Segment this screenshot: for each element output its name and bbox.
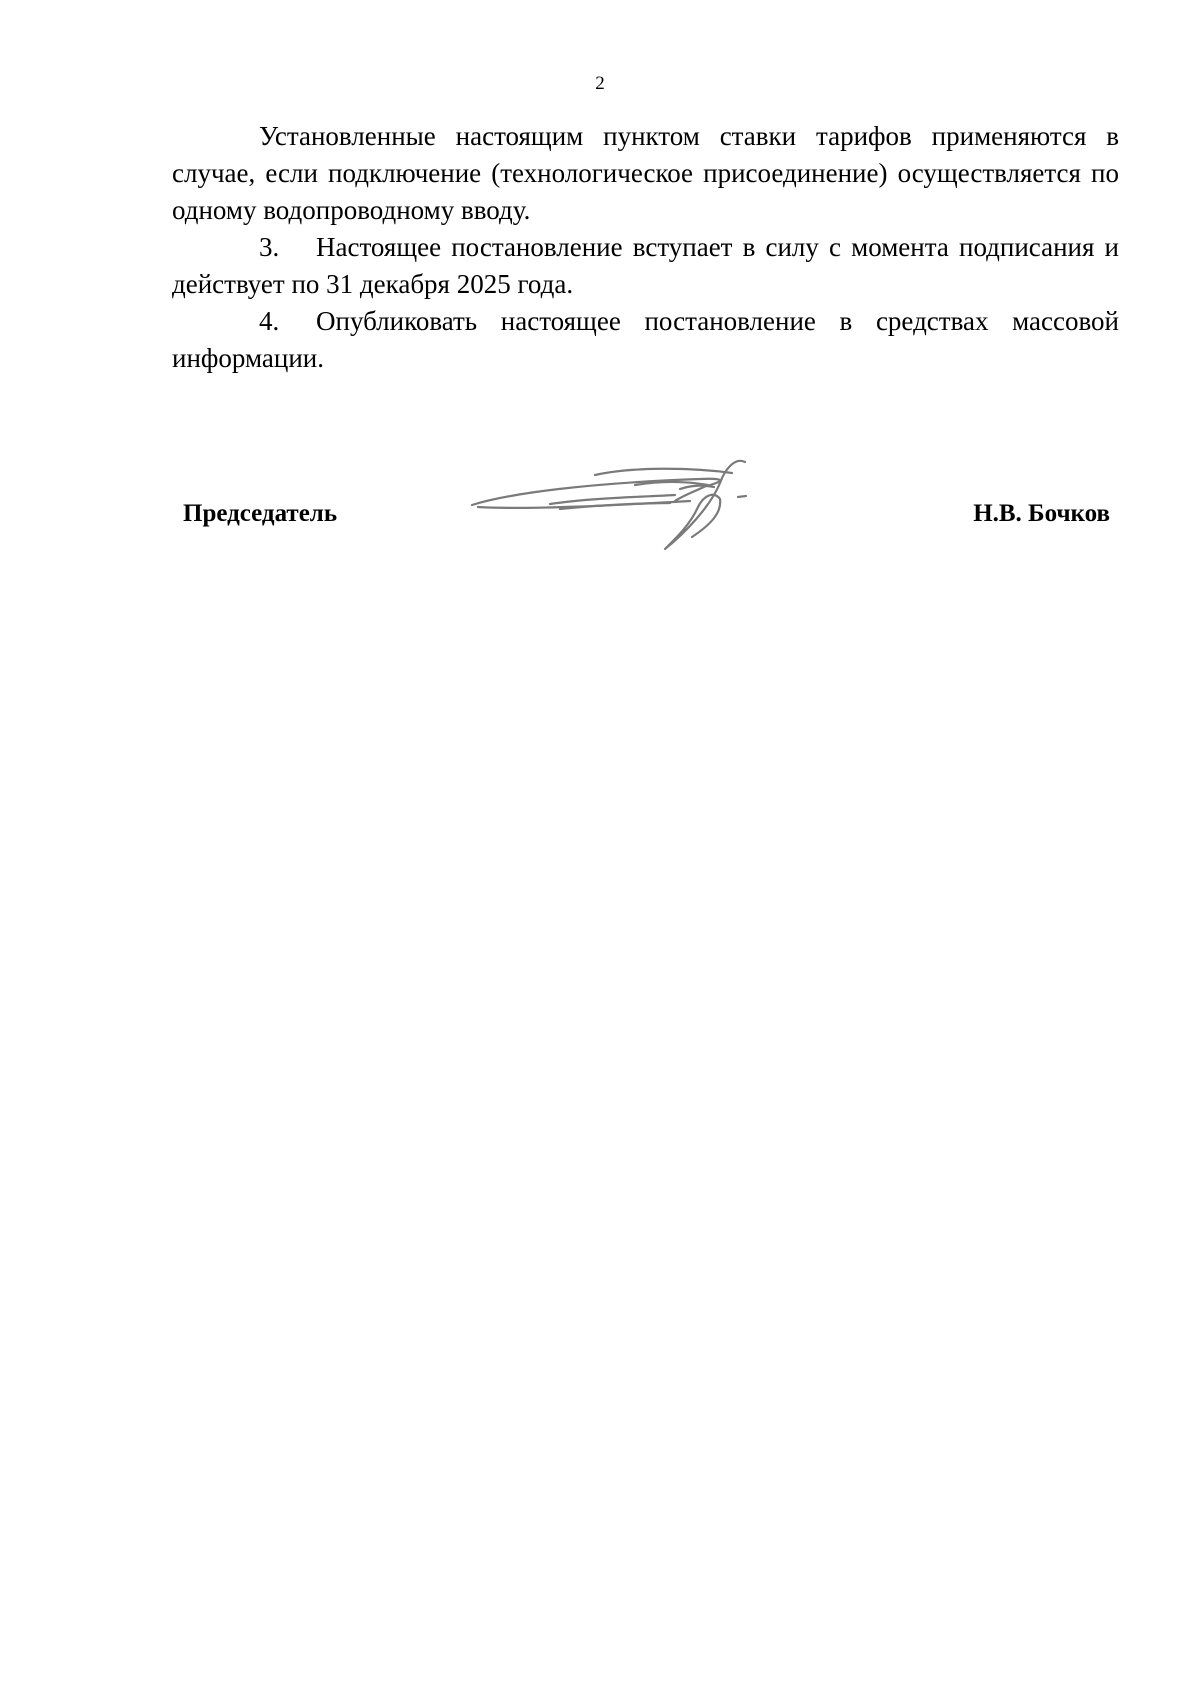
signatory-name: Н.В. Бочков [973,500,1110,527]
signature-stroke [680,486,714,489]
signature-row [0,500,1200,540]
paragraph-tariff-note: Установленные настоящим пунктом ставки тарифов применяются в случае, если подключение (технологическое присоединение) осуществляется по одному водопроводному вводу. [172,121,1119,225]
signature-stroke [595,469,732,475]
paragraph-text: Опубликовать настоящее постановление в средствах массовой информации. [172,306,1119,373]
paragraph-text: Настоящее постановление вступает в силу с момента подписания и действует по 31 декабря 2025 года. [172,232,1119,299]
paragraph-item-3 [172,229,1119,303]
paragraph-number: 4. [259,306,280,336]
paragraph-number: 3. [259,232,280,262]
document-body [172,118,1119,377]
paragraph-item-4 [172,303,1119,377]
signatory-title: Председатель [183,500,338,527]
page-number: 2 [595,73,605,94]
signature-stroke [738,496,746,497]
